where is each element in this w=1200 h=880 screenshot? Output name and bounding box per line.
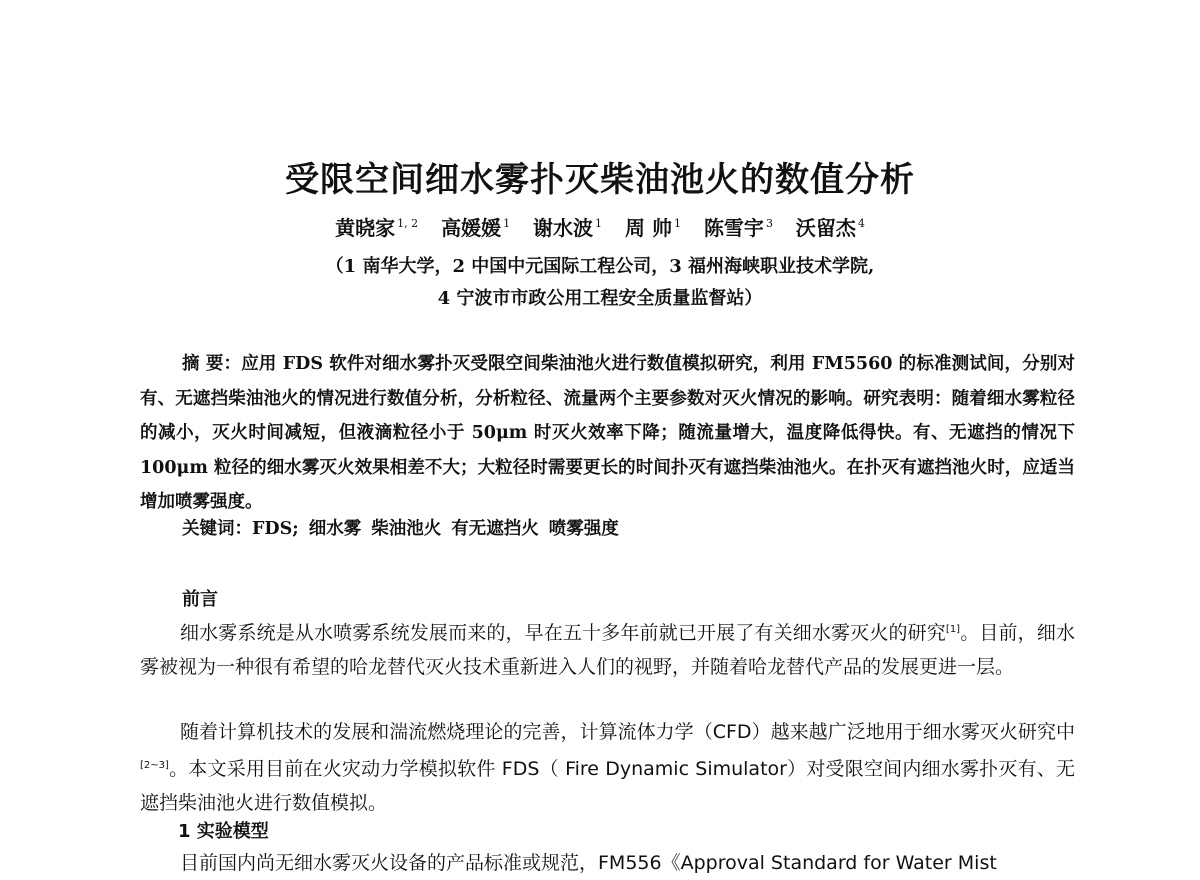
author-name: 陈雪宇: [703, 216, 764, 240]
author-affiliation-mark: 1: [595, 217, 603, 231]
author-affiliation-mark: 1: [673, 217, 681, 231]
paragraph-text: 细水雾系统是从水喷雾系统发展而来的，早在五十多年前就已开展了有关细水雾灭火的研究: [180, 622, 946, 644]
author: [625, 212, 681, 241]
abstract: [140, 347, 1075, 520]
affiliation-line: （1 南华大学，2 中国中元国际工程公司，3 福州海峡职业技术学院,: [325, 256, 875, 277]
author-affiliation-mark: 3: [765, 217, 773, 231]
author: [796, 212, 865, 241]
author-list: [0, 212, 1200, 241]
author-name: 周 帅: [625, 216, 672, 240]
paper-title: 受限空间细水雾扑灭柴油池火的数值分析: [285, 160, 915, 200]
keyword: 细水雾: [308, 519, 362, 539]
paragraph-text: 。目前，细水雾被视为一种很有希望的哈龙替代灭火技术重新进入人们的视野，并随着哈龙替代产品的发展更进一层。: [140, 622, 1075, 678]
section-heading-preface: 前言: [182, 589, 218, 610]
author: [533, 212, 602, 241]
abstract-text: 应用 FDS 软件对细水雾扑灭受限空间柴油池火进行数值模拟研究，利用 FM5560 的标准测试间，分别对有、无遮挡柴油池火的情况进行数值分析，分析粒径、流量两个主要参数对灭火情况的影响。研究表明：随着细水雾粒径的减小，灭火时间减短，但液滴粒径小于 50μm 时灭火效率下降；随流量增大，温度降低得快。有、无遮挡的情况下 100μm 粒径的细水雾灭火效果相差不大；大粒径时需要更长的时间扑灭有遮挡柴油池火。在扑灭有遮挡池火时，应适当增加喷雾强度。: [140, 354, 1076, 512]
paragraph-text: 目前国内尚无细水雾灭火设备的产品标准或规范，FM556《Approval Standard for Water Mist: [180, 852, 997, 874]
author: [441, 212, 510, 241]
section-heading-experiment-model: 1 实验模型: [178, 821, 269, 842]
author-name: 沃留杰: [795, 216, 856, 240]
body-paragraph: [140, 715, 1075, 820]
keyword: 喷雾强度: [548, 519, 619, 539]
author-affiliation-mark: 1: [503, 217, 511, 231]
citation-ref: [1]: [945, 624, 961, 635]
author: [704, 212, 773, 241]
body-paragraph: [140, 846, 1075, 880]
body-paragraph: [140, 613, 1075, 684]
keywords: [182, 515, 619, 540]
paragraph-text: 。本文采用目前在火灾动力学模拟软件 FDS（ Fire Dynamic Simulator）对受限空间内细水雾扑灭有、无遮挡柴油池火进行数值模拟。: [140, 758, 1075, 814]
author: [335, 212, 418, 241]
author-name: 高媛媛: [441, 216, 502, 240]
citation-ref: [2~3]: [140, 760, 169, 771]
author-name: 黄晓家: [335, 216, 396, 240]
paragraph-text: 随着计算机技术的发展和湍流燃烧理论的完善，计算流体力学（CFD）越来越广泛地用于细水雾灭火研究中: [180, 721, 1075, 743]
affiliation-line: 4 宁波市市政公用工程安全质量监督站）: [437, 288, 763, 309]
abstract-label: 摘 要：: [182, 354, 242, 374]
keyword: 有无遮挡火: [451, 519, 539, 539]
author-name: 谢水波: [533, 216, 594, 240]
author-affiliation-mark: 1, 2: [397, 217, 419, 231]
keywords-label: 关键词：: [182, 519, 252, 539]
keyword: FDS;: [252, 519, 299, 539]
author-affiliation-mark: 4: [857, 217, 865, 231]
keyword: 柴油池火: [371, 519, 442, 539]
